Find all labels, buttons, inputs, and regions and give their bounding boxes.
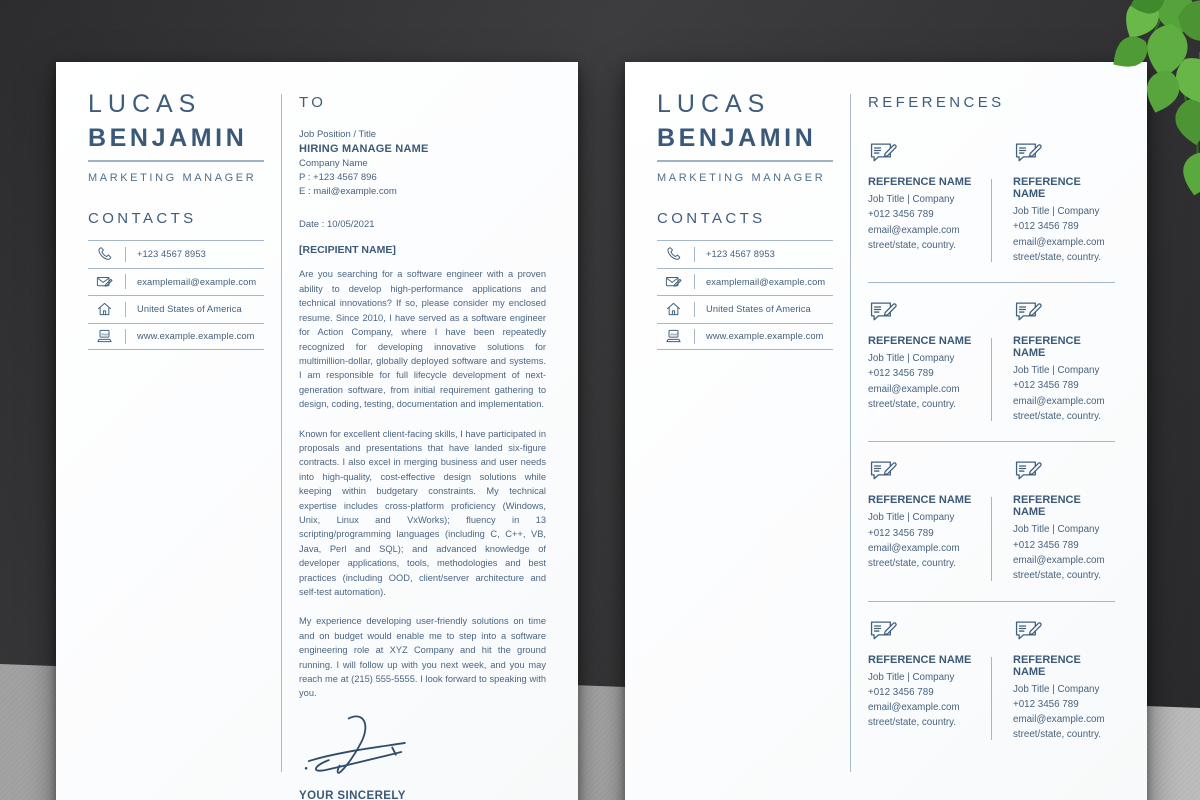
message-pen-icon xyxy=(1013,139,1044,168)
reference-phone: +012 3456 789 xyxy=(868,527,934,539)
reference-entry xyxy=(992,617,1115,743)
recipient-phone: P : +123 4567 896 xyxy=(299,171,377,183)
svg-text:www: www xyxy=(101,332,109,337)
column-divider xyxy=(281,94,282,772)
contact-list xyxy=(657,240,833,350)
website-icon xyxy=(664,327,683,345)
recipient-email: E : mail@example.com xyxy=(299,186,397,198)
contact-list xyxy=(88,240,264,350)
reference-entry xyxy=(992,298,1115,424)
reference-entry xyxy=(992,457,1115,583)
reference-phone: +012 3456 789 xyxy=(868,209,934,221)
reference-job-title: Job Title | Company xyxy=(868,512,955,524)
references-page xyxy=(625,62,1147,800)
mail-icon xyxy=(95,273,114,291)
contact-email: examplemail@example.com xyxy=(706,276,826,287)
name-underline xyxy=(657,160,833,162)
reference-address: street/state, country. xyxy=(1013,251,1102,263)
contacts-heading: CONTACTS xyxy=(657,210,766,227)
contact-divider xyxy=(694,274,695,289)
contact-row-phone xyxy=(657,240,833,268)
reference-name: REFERENCE NAME xyxy=(1013,494,1081,519)
contact-phone: +123 4567 8953 xyxy=(137,249,206,260)
website-icon xyxy=(95,327,114,345)
reference-name: REFERENCE NAME xyxy=(868,653,972,666)
to-heading: TO xyxy=(299,94,327,111)
reference-name: REFERENCE NAME xyxy=(868,176,972,188)
signature xyxy=(301,713,546,786)
salutation: [RECIPIENT NAME] xyxy=(299,244,396,257)
message-pen-icon xyxy=(868,617,899,646)
reference-job-title: Job Title | Company xyxy=(1013,365,1100,377)
recipient-name: HIRING MANAGE NAME xyxy=(299,143,429,156)
contact-location: United States of America xyxy=(137,304,242,315)
reference-job-title: Job Title | Company xyxy=(1013,206,1100,217)
references-grid xyxy=(868,124,1115,760)
reference-address: street/state, country. xyxy=(868,558,957,570)
references-heading: REFERENCES xyxy=(868,94,1005,111)
contact-row-website xyxy=(88,323,264,351)
reference-job-title: Job Title | Company xyxy=(1013,524,1100,536)
contact-phone: +123 4567 8953 xyxy=(706,249,775,260)
home-icon xyxy=(664,300,683,318)
reference-name: REFERENCE NAME xyxy=(868,494,972,507)
reference-email: email@example.com xyxy=(868,224,960,236)
job-role: MARKETING MANAGER xyxy=(657,172,826,184)
reference-name: REFERENCE NAME xyxy=(868,335,972,348)
mail-icon xyxy=(664,273,683,291)
recipient-company: Company Name xyxy=(299,157,368,169)
reference-row xyxy=(868,282,1115,441)
contact-row-location xyxy=(88,295,264,323)
contact-divider xyxy=(125,247,126,262)
reference-entry xyxy=(868,139,991,265)
recipient-job-title: Job Position / Title xyxy=(299,129,377,140)
name-underline xyxy=(88,160,264,162)
contact-divider xyxy=(694,329,695,344)
message-pen-icon xyxy=(868,298,899,327)
message-pen-icon xyxy=(868,139,899,168)
reference-entry xyxy=(868,298,991,424)
cover-letter-page xyxy=(56,62,578,800)
reference-phone: +012 3456 789 xyxy=(1013,221,1079,233)
reference-row xyxy=(868,441,1115,600)
reference-phone: +012 3456 789 xyxy=(1013,380,1079,392)
reference-address: street/state, country. xyxy=(868,399,957,411)
reference-phone: +012 3456 789 xyxy=(1013,539,1079,551)
closing-line: YOUR SINCERELY xyxy=(299,789,406,800)
reference-job-title: Job Title | Company xyxy=(868,353,955,365)
reference-entry xyxy=(992,139,1115,265)
first-name: LUCAS xyxy=(88,90,202,118)
reference-job-title: Job Title | Company xyxy=(868,194,955,205)
contact-website: www.example.example.com xyxy=(706,331,824,342)
home-icon xyxy=(95,300,114,318)
contact-divider xyxy=(125,329,126,344)
contact-website: www.example.example.com xyxy=(137,331,255,342)
column-divider xyxy=(850,94,851,772)
reference-entry xyxy=(868,617,991,743)
letter-paragraph-3: My experience developing user-friendly solutions on time and on budget would enable me to step into a software engineering role at XYZ Company and hit the ground running. I will follow up with you next week, and you may reach me at (215) 555-5555. I look forward to speaking with you. xyxy=(299,616,546,699)
contact-row-location xyxy=(657,295,833,323)
job-role: MARKETING MANAGER xyxy=(88,172,257,184)
message-pen-icon xyxy=(1013,617,1044,646)
contact-divider xyxy=(125,302,126,317)
letter-paragraph-1: Are you searching for a software engineer with a proven ability to develop high-performance applications and technical innovations? If so, please consider my enclosed resume. Since 2010, I have served as a software engineer for Action Company, where I have been repeatedly recognized for developing innovative solutions for multimillion-dollar, globally deployed software and systems. I am responsible for full lifecycle development of next-generation software, from initial requirement gathering to design, coding, testing, documentation and implementation. xyxy=(299,269,546,410)
contact-row-email xyxy=(88,268,264,296)
message-pen-icon xyxy=(1013,457,1044,486)
contact-row-website xyxy=(657,323,833,351)
reference-email: email@example.com xyxy=(1013,554,1105,566)
message-pen-icon xyxy=(868,457,899,486)
contact-row-phone xyxy=(88,240,264,268)
reference-address: street/state, country. xyxy=(1013,570,1102,582)
reference-email: email@example.com xyxy=(1013,395,1105,407)
reference-phone: +012 3456 789 xyxy=(1013,698,1079,710)
contact-divider xyxy=(125,274,126,289)
reference-email: email@example.com xyxy=(1013,236,1105,248)
letter-date: Date : 10/05/2021 xyxy=(299,219,375,231)
reference-phone: +012 3456 789 xyxy=(868,686,934,698)
svg-text:www: www xyxy=(670,332,678,337)
reference-address: street/state, country. xyxy=(868,239,957,251)
first-name: LUCAS xyxy=(657,90,771,118)
reference-email: email@example.com xyxy=(868,542,960,554)
reference-row xyxy=(868,124,1115,282)
letter-paragraph-2: Known for excellent client-facing skills, I have participated in proposals and presentations that have landed six-figure contracts. I also excel in merging business and user needs into high-quality, cost-effective design solutions while keeping within budgetary constraints. My technical expertise includes cross-platform proficiency (Windows, Unix, Linux and VxWorks); fluency in 13 scripting/programming languages (including C, C++, VB, Java, Perl and SQL); and advanced knowledge of developer applications, tools, methodologies and best practices (including OOD, client/server architecture and self-test automation). xyxy=(299,428,547,598)
reference-name: REFERENCE NAME xyxy=(1013,335,1081,360)
reference-address: street/state, country. xyxy=(868,717,957,729)
reference-email: email@example.com xyxy=(868,702,960,714)
reference-name: REFERENCE NAME xyxy=(1013,176,1081,200)
reference-email: email@example.com xyxy=(868,383,960,395)
reference-job-title: Job Title | Company xyxy=(868,671,955,683)
reference-phone: +012 3456 789 xyxy=(868,368,934,380)
contact-email: examplemail@example.com xyxy=(137,276,257,287)
reference-entry xyxy=(868,457,991,583)
contact-divider xyxy=(694,247,695,262)
recipient-block xyxy=(299,128,546,199)
last-name: BENJAMIN xyxy=(88,124,248,152)
reference-address: street/state, country. xyxy=(1013,729,1102,741)
signature-icon xyxy=(301,713,429,781)
reference-name: REFERENCE NAME xyxy=(1013,653,1081,678)
contact-row-email xyxy=(657,268,833,296)
reference-job-title: Job Title | Company xyxy=(1013,683,1100,695)
last-name: BENJAMIN xyxy=(657,124,817,152)
contact-location: United States of America xyxy=(706,304,811,315)
reference-address: street/state, country. xyxy=(1013,411,1102,423)
contacts-heading: CONTACTS xyxy=(88,210,197,227)
phone-icon xyxy=(664,245,683,263)
message-pen-icon xyxy=(1013,298,1044,327)
contact-divider xyxy=(694,302,695,317)
reference-email: email@example.com xyxy=(1013,714,1105,726)
reference-row xyxy=(868,601,1115,760)
phone-icon xyxy=(95,245,114,263)
